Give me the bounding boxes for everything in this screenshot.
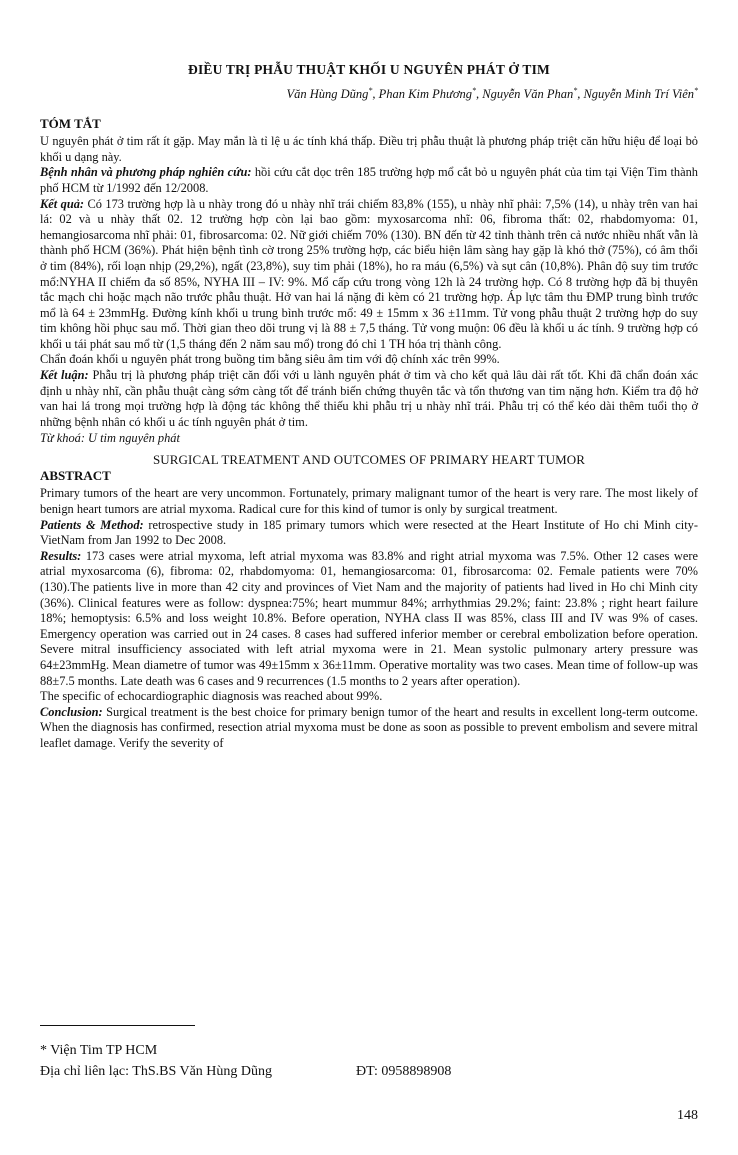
author-mark: *: [368, 86, 373, 95]
vn-echo: Chẩn đoán khối u nguyên phát trong buồng tim bằng siêu âm tim với độ chính xác trên 99%.: [40, 352, 500, 367]
vn-method-paragraph: [40, 165, 698, 196]
author-name: Văn Hùng Dũng: [286, 87, 369, 102]
page-number: 148: [677, 1108, 698, 1123]
vn-abstract-heading: TÓM TẮT: [40, 116, 101, 132]
en-conclusion-paragraph: [40, 705, 698, 752]
vn-conclusion-text: Phẫu trị là phương pháp triệt căn đối với u lành nguyên phát ở tim và cho kết quả lâu dài rất tốt. Khi đã chẩn đoán xác định u nhày nhĩ, cần phẫu thuật càng sớm càng tốt để tránh biến chứng thuyên tắc và tổn thương van tim nặng hơn. Kiểm tra độ hở van hai lá trong mọi trường hợp là động tác không thể thiếu khi phẫu trị u nhày nhĩ trái. Phẫu trị có thể kéo dài thêm tuổi thọ ở những bệnh nhân có khối u ác tính nguyên phát ở tim.: [40, 368, 698, 429]
footnote-contact-row: [40, 1061, 698, 1082]
en-results-text: 173 cases were atrial myxoma, left atrial myxoma was 83.8% and right atrial myxoma was 7.5%. Other 12 cases were atrial myxosarcoma (6), fibroma: 02, rhabdomyoma: 01, hemangiosarcoma: 01, fibrosarcoma: 02. Female patients were 70% (130).The patients live in more than 42 city and provinces of Viet Nam and the majority of patients had lived in Ho chi Minh city (36%). Clinical features were as follow: dyspnea:75%; heart mummur 84%; arrhythmias 29.2%; faint: 23.8% ; right heart failure 18%; hemoptysis: 6.5% and loss weight 10.8%. Before operation, NYHA class II was 85%, class III and IV was 9% of cases. Emergency operation was carried out in 24 cases. 8 cases had suffered inferior member or cerebral embolization before operation. Severe mitral insufficiency associated with left atrial myxoma were in 21. Mean systolic pulmonary artery pressure was 64±23mmHg. Mean diametre of tumor was 49±15mm x 36±11mm. Operative mortality was two cases. Mean time of follow-up was 88±7.5 months. Late death was 6 cases and 9 recurrences (1.5 months to 2 years after operation).: [40, 548, 698, 688]
vn-method-text: hồi cứu cắt dọc trên 185 trường hợp mổ cắt bỏ u nguyên phát của tim tại Viện Tim thành phố HCM từ 1/1992 đến 12/2008.: [40, 165, 698, 195]
en-intro: Primary tumors of the heart are very uncommon. Fortunately, primary malignant tumor of the heart is very rare. The most likely of benign heart tumors are atrial myxoma. Radical cure for this kind of tumor is only by surgical treatment.: [40, 486, 698, 517]
footnote-rule: [40, 1025, 195, 1026]
vn-conclusion-label: Kết luận:: [40, 368, 89, 383]
vn-results-text: Có 173 trường hợp là u nhày trong đó u nhày nhĩ trái chiếm 83,8% (155), u nhày nhĩ phải: 7,5% (14), u nhày trên van hai lá: 02 và u nhày thất 02. 12 trường hợp còn lại bao gồm: myxosarcoma nhĩ: 06, fibroma thất: 02, rhabdomyoma: 01, hemangiosarcoma nhĩ phải: 01, fibrosarcoma: 02. Nữ giới chiếm 70% (130). BN đến từ 42 tỉnh thành trên cả nước nhiều nhất vẫn là thành phố HCM (36%). Phát hiện bệnh tình cờ trong 25% trường hợp, các biểu hiện lâm sàng hay gặp là khó thở (75%), có âm thổi ở tim (84%), rối loạn nhịp (29,2%), ngất (23,8%), suy tim phải (18%), ho ra máu (6,5%) và sụt cân (10,8%). Phân độ suy tim trước mổ:NYHA II chiếm đa số 85%, NYHA III – IV: 9%. Mổ cấp cứu trong vòng 12h là 24 trường hợp. Có 8 trường hợp đã bị thuyên tắc mạch chi hoặc mạch não trước phẫu thuật. Hở van hai lá nặng đi kèm có 21 trường hợp. Áp lực tâm thu ĐMP trung bình trước mổ là 64 ± 23mmHg. Đường kính khối u trung bình trước mổ: 49 ± 15mm x 36 ±11mm. Tử vong phẫu thuật 2 trường hợp do suy tim không hồi phục sau mổ. Thời gian theo dõi trung vị là 88 ± 7,5 tháng. Tử vong muộn: 06 đều là khối u ác tính. 9 trường hợp có khối u tái phát sau mổ từ (1,5 tháng đến 2 năm sau mổ) trong đó chỉ 1 TH hóa trị thành công.: [40, 196, 698, 351]
author-mark: *: [694, 86, 698, 95]
vn-results-label: Kết quả:: [40, 196, 85, 211]
vn-intro: U nguyên phát ở tim rất ít gặp. May mắn là tỉ lệ u ác tính khá thấp. Điều trị phẫu thuật là phương pháp triệt căn hữu hiệu để loại bỏ khối u dạng này.: [40, 134, 698, 164]
paper-title: ĐIỀU TRỊ PHẪU THUẬT KHỐI U NGUYÊN PHÁT Ở TIM: [188, 62, 550, 77]
footnotes: [40, 1040, 698, 1082]
footnote-institute: * Viện Tim TP HCM: [40, 1043, 158, 1058]
english-title: SURGICAL TREATMENT AND OUTCOMES OF PRIMARY HEART TUMOR: [152, 452, 586, 468]
author-separator: ,: [372, 87, 379, 102]
footnote-contact: Địa chỉ liên lạc: ThS.BS Văn Hùng Dũng: [40, 1064, 273, 1079]
author-line: [40, 86, 698, 102]
vn-method-label: Bệnh nhân và phương pháp nghiên cứu:: [40, 165, 252, 180]
author-name: Nguyễn Minh Trí Viên: [583, 87, 694, 102]
en-method-text: retrospective study in 185 primary tumors which were resected at the Heart Institute of Ho chi Minh city-VietNam from Jan 1992 to Dec 2008.: [40, 517, 698, 548]
page-body: [40, 62, 698, 752]
en-conclusion-label: Conclusion:: [40, 704, 103, 719]
en-results-paragraph: [40, 549, 698, 689]
vn-results-paragraph: [40, 197, 698, 353]
author-mark: *: [472, 86, 476, 95]
author-name: Nguyễn Văn Phan: [482, 87, 574, 102]
en-conclusion-text: Surgical treatment is the best choice for primary benign tumor of the heart and results in excellent long-term outcome. When the diagnosis has confirmed, resection atrial myxoma must be done as soon as possible to prevent embolism and severe mitral leaflet damage. Verify the severity of: [40, 704, 698, 750]
vn-conclusion-paragraph: [40, 368, 698, 430]
en-abstract-heading: ABSTRACT: [40, 468, 111, 484]
footnote-phone: ĐT: 0958898908: [356, 1064, 452, 1079]
author-separator: ,: [476, 87, 483, 102]
author-mark: *: [573, 86, 578, 95]
author-name: Phan Kim Phương: [378, 87, 472, 102]
en-method-label: Patients & Method:: [40, 517, 144, 532]
en-method-paragraph: [40, 518, 698, 549]
author-separator: ,: [577, 87, 584, 102]
en-results-label: Results:: [40, 548, 82, 563]
vn-keywords: Từ khoá: U tim nguyên phát: [40, 431, 180, 446]
en-echo: The specific of echocardiographic diagnosis was reached about 99%.: [40, 689, 383, 704]
